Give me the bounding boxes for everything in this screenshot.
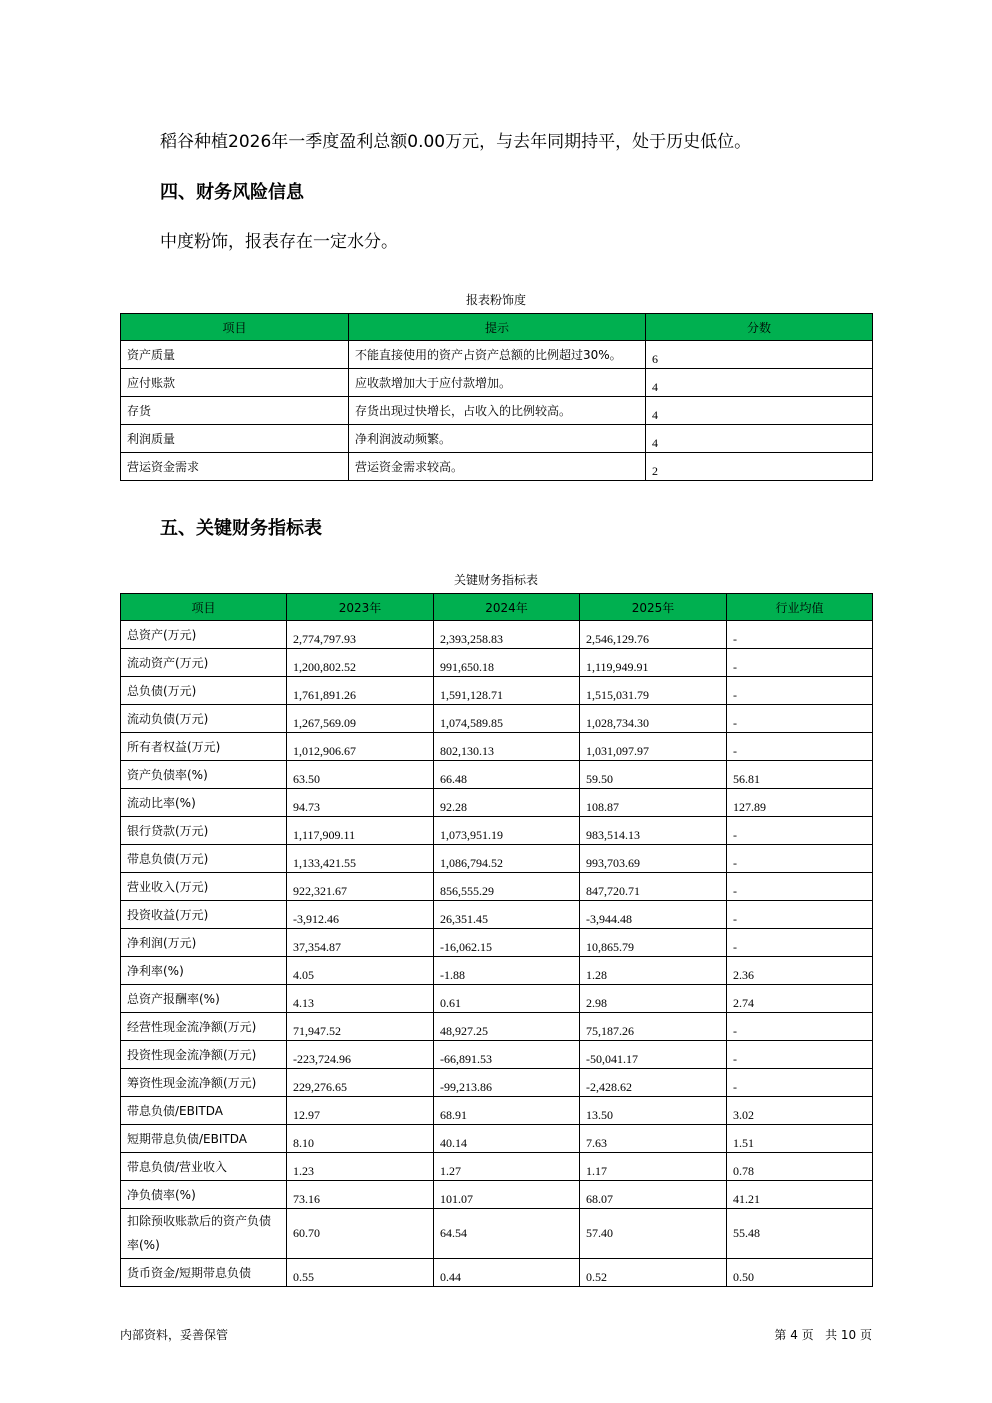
- table-row: [121, 1069, 873, 1097]
- indicator-value: 922,321.67: [287, 873, 434, 901]
- indicator-value: -: [727, 817, 873, 845]
- intro-paragraph: 稻谷种植2026年一季度盈利总额0.00万元，与去年同期持平，处于历史低位。: [160, 132, 752, 152]
- indicator-value: 1,012,906.67: [287, 733, 434, 761]
- indicator-value: 12.97: [287, 1097, 434, 1125]
- table-row: [121, 845, 873, 873]
- indicator-name: 总资产(万元): [121, 621, 287, 649]
- footer-page-number: 第 4 页 共 10 页: [774, 1328, 872, 1342]
- fin-col-header: 项目: [121, 594, 287, 621]
- section4-paragraph: 中度粉饰，报表存在一定水分。: [160, 232, 398, 252]
- indicator-value: 1.23: [287, 1153, 434, 1181]
- risk-table: [120, 313, 873, 481]
- indicator-value: 40.14: [434, 1125, 580, 1153]
- indicator-value: -: [727, 873, 873, 901]
- indicator-value: 1,028,734.30: [580, 705, 727, 733]
- section5-heading: 五、关键财务指标表: [160, 518, 322, 539]
- indicator-value: -50,041.17: [580, 1041, 727, 1069]
- indicator-value: 56.81: [727, 761, 873, 789]
- indicator-value: -3,912.46: [287, 901, 434, 929]
- table-row: [121, 817, 873, 845]
- indicator-value: 856,555.29: [434, 873, 580, 901]
- indicator-name: 投资收益(万元): [121, 901, 287, 929]
- indicator-name: 总负债(万元): [121, 677, 287, 705]
- risk-table-header-row: [121, 314, 873, 341]
- indicator-value: 75,187.26: [580, 1013, 727, 1041]
- risk-hint: 应收款增加大于应付款增加。: [349, 369, 646, 397]
- indicator-name: 流动负债(万元): [121, 705, 287, 733]
- indicator-value: 1,074,589.85: [434, 705, 580, 733]
- risk-hint: 不能直接使用的资产占资产总额的比例超过30%。: [349, 341, 646, 369]
- risk-hint: 存货出现过快增长，占收入的比例较高。: [349, 397, 646, 425]
- indicator-value: -: [727, 677, 873, 705]
- indicator-value: 1.51: [727, 1125, 873, 1153]
- indicator-value: -: [727, 1041, 873, 1069]
- table-row: [121, 453, 873, 481]
- table-row: [121, 341, 873, 369]
- risk-col-header: 项目: [121, 314, 349, 341]
- indicator-value: -1.88: [434, 957, 580, 985]
- risk-item: 存货: [121, 397, 349, 425]
- risk-item: 营运资金需求: [121, 453, 349, 481]
- indicator-value: 229,276.65: [287, 1069, 434, 1097]
- table-row: [121, 1259, 873, 1287]
- indicator-name: 带息负债/EBITDA: [121, 1097, 287, 1125]
- indicator-name: 净负债率(%): [121, 1181, 287, 1209]
- indicator-value: 66.48: [434, 761, 580, 789]
- risk-item: 资产质量: [121, 341, 349, 369]
- indicator-value: 94.73: [287, 789, 434, 817]
- indicator-value: -: [727, 649, 873, 677]
- indicator-value: 802,130.13: [434, 733, 580, 761]
- indicator-value: 1,073,951.19: [434, 817, 580, 845]
- indicator-name: 带息负债(万元): [121, 845, 287, 873]
- risk-score: 6: [646, 341, 873, 369]
- footer-confidential: 内部资料，妥善保管: [120, 1328, 229, 1342]
- indicator-value: -: [727, 1013, 873, 1041]
- indicator-value: -223,724.96: [287, 1041, 434, 1069]
- indicator-value: 4.13: [287, 985, 434, 1013]
- indicator-value: 0.55: [287, 1259, 434, 1287]
- indicator-value: 2,774,797.93: [287, 621, 434, 649]
- indicator-value: -99,213.86: [434, 1069, 580, 1097]
- indicator-name: 所有者权益(万元): [121, 733, 287, 761]
- indicator-value: 1.27: [434, 1153, 580, 1181]
- fin-col-header: 2025年: [580, 594, 727, 621]
- risk-score: 4: [646, 397, 873, 425]
- indicator-value: 1.17: [580, 1153, 727, 1181]
- table-row: [121, 761, 873, 789]
- indicator-name: 短期带息负债/EBITDA: [121, 1125, 287, 1153]
- table-row: [121, 705, 873, 733]
- indicator-name: 流动资产(万元): [121, 649, 287, 677]
- indicator-value: 101.07: [434, 1181, 580, 1209]
- indicator-value: -: [727, 733, 873, 761]
- indicator-value: 2.98: [580, 985, 727, 1013]
- indicator-name: 扣除预收账款后的资产负债率(%): [121, 1209, 287, 1259]
- table-row: [121, 397, 873, 425]
- indicator-name: 带息负债/营业收入: [121, 1153, 287, 1181]
- indicator-value: -: [727, 1069, 873, 1097]
- indicator-value: 1,267,569.09: [287, 705, 434, 733]
- table-row: [121, 425, 873, 453]
- indicator-value: 991,650.18: [434, 649, 580, 677]
- fin-table-caption: 关键财务指标表: [453, 573, 538, 587]
- indicator-value: 64.54: [434, 1209, 580, 1259]
- table-row: [121, 1041, 873, 1069]
- fin-col-header: 2023年: [287, 594, 434, 621]
- indicator-value: -: [727, 845, 873, 873]
- indicator-value: -16,062.15: [434, 929, 580, 957]
- indicator-value: -2,428.62: [580, 1069, 727, 1097]
- indicator-value: 1,086,794.52: [434, 845, 580, 873]
- fin-table-body: [121, 621, 873, 1287]
- indicator-value: 26,351.45: [434, 901, 580, 929]
- indicator-value: 48,927.25: [434, 1013, 580, 1041]
- indicator-name: 净利率(%): [121, 957, 287, 985]
- table-row: [121, 957, 873, 985]
- indicator-value: -: [727, 705, 873, 733]
- section4-heading: 四、财务风险信息: [160, 182, 304, 203]
- indicator-value: 127.89: [727, 789, 873, 817]
- indicator-value: 1,031,097.97: [580, 733, 727, 761]
- risk-score: 2: [646, 453, 873, 481]
- indicator-value: 60.70: [287, 1209, 434, 1259]
- risk-table-caption: 报表粉饰度: [465, 293, 526, 307]
- indicator-value: 55.48: [727, 1209, 873, 1259]
- table-row: [121, 649, 873, 677]
- indicator-name: 筹资性现金流净额(万元): [121, 1069, 287, 1097]
- indicator-value: 0.44: [434, 1259, 580, 1287]
- indicator-value: -: [727, 621, 873, 649]
- indicator-value: 1,119,949.91: [580, 649, 727, 677]
- indicator-value: 0.52: [580, 1259, 727, 1287]
- indicator-value: 2.36: [727, 957, 873, 985]
- indicator-value: 1.28: [580, 957, 727, 985]
- indicator-value: 73.16: [287, 1181, 434, 1209]
- indicator-value: 1,200,802.52: [287, 649, 434, 677]
- fin-table-header-row: [121, 594, 873, 621]
- risk-score: 4: [646, 369, 873, 397]
- indicator-value: 92.28: [434, 789, 580, 817]
- fin-col-header: 行业均值: [727, 594, 873, 621]
- indicator-value: 0.78: [727, 1153, 873, 1181]
- table-row: [121, 789, 873, 817]
- risk-col-header: 分数: [646, 314, 873, 341]
- indicator-value: 3.02: [727, 1097, 873, 1125]
- indicator-value: 57.40: [580, 1209, 727, 1259]
- indicator-value: 4.05: [287, 957, 434, 985]
- table-row: [121, 369, 873, 397]
- indicator-value: 0.50: [727, 1259, 873, 1287]
- indicator-value: 68.91: [434, 1097, 580, 1125]
- table-row: [121, 1153, 873, 1181]
- table-row: [121, 929, 873, 957]
- table-row: [121, 985, 873, 1013]
- risk-hint: 营运资金需求较高。: [349, 453, 646, 481]
- indicator-name: 总资产报酬率(%): [121, 985, 287, 1013]
- indicator-value: 10,865.79: [580, 929, 727, 957]
- financial-indicators-table: [120, 593, 873, 1287]
- table-row: [121, 1097, 873, 1125]
- indicator-name: 经营性现金流净额(万元): [121, 1013, 287, 1041]
- indicator-value: 2,546,129.76: [580, 621, 727, 649]
- indicator-name: 投资性现金流净额(万元): [121, 1041, 287, 1069]
- indicator-value: 59.50: [580, 761, 727, 789]
- table-row: [121, 1181, 873, 1209]
- indicator-value: 37,354.87: [287, 929, 434, 957]
- indicator-name: 货币资金/短期带息负债: [121, 1259, 287, 1287]
- table-row: [121, 901, 873, 929]
- indicator-value: 2,393,258.83: [434, 621, 580, 649]
- indicator-value: 7.63: [580, 1125, 727, 1153]
- indicator-value: -66,891.53: [434, 1041, 580, 1069]
- indicator-value: 13.50: [580, 1097, 727, 1125]
- indicator-value: 1,133,421.55: [287, 845, 434, 873]
- indicator-name: 流动比率(%): [121, 789, 287, 817]
- table-row: [121, 1125, 873, 1153]
- risk-item: 利润质量: [121, 425, 349, 453]
- indicator-value: 68.07: [580, 1181, 727, 1209]
- indicator-name: 银行贷款(万元): [121, 817, 287, 845]
- risk-hint: 净利润波动频繁。: [349, 425, 646, 453]
- table-row: [121, 677, 873, 705]
- indicator-name: 资产负债率(%): [121, 761, 287, 789]
- indicator-value: -3,944.48: [580, 901, 727, 929]
- risk-item: 应付账款: [121, 369, 349, 397]
- indicator-value: -: [727, 901, 873, 929]
- indicator-name: 净利润(万元): [121, 929, 287, 957]
- fin-col-header: 2024年: [434, 594, 580, 621]
- table-row: [121, 733, 873, 761]
- indicator-value: 1,117,909.11: [287, 817, 434, 845]
- risk-score: 4: [646, 425, 873, 453]
- table-row: [121, 873, 873, 901]
- indicator-value: 993,703.69: [580, 845, 727, 873]
- table-row: [121, 1209, 873, 1259]
- indicator-value: 983,514.13: [580, 817, 727, 845]
- table-row: [121, 1013, 873, 1041]
- indicator-value: 71,947.52: [287, 1013, 434, 1041]
- indicator-value: -: [727, 929, 873, 957]
- indicator-value: 847,720.71: [580, 873, 727, 901]
- indicator-value: 41.21: [727, 1181, 873, 1209]
- risk-col-header: 提示: [349, 314, 646, 341]
- indicator-value: 1,591,128.71: [434, 677, 580, 705]
- indicator-value: 8.10: [287, 1125, 434, 1153]
- indicator-value: 1,515,031.79: [580, 677, 727, 705]
- indicator-value: 108.87: [580, 789, 727, 817]
- indicator-value: 0.61: [434, 985, 580, 1013]
- indicator-name: 营业收入(万元): [121, 873, 287, 901]
- table-row: [121, 621, 873, 649]
- indicator-value: 2.74: [727, 985, 873, 1013]
- indicator-value: 63.50: [287, 761, 434, 789]
- indicator-value: 1,761,891.26: [287, 677, 434, 705]
